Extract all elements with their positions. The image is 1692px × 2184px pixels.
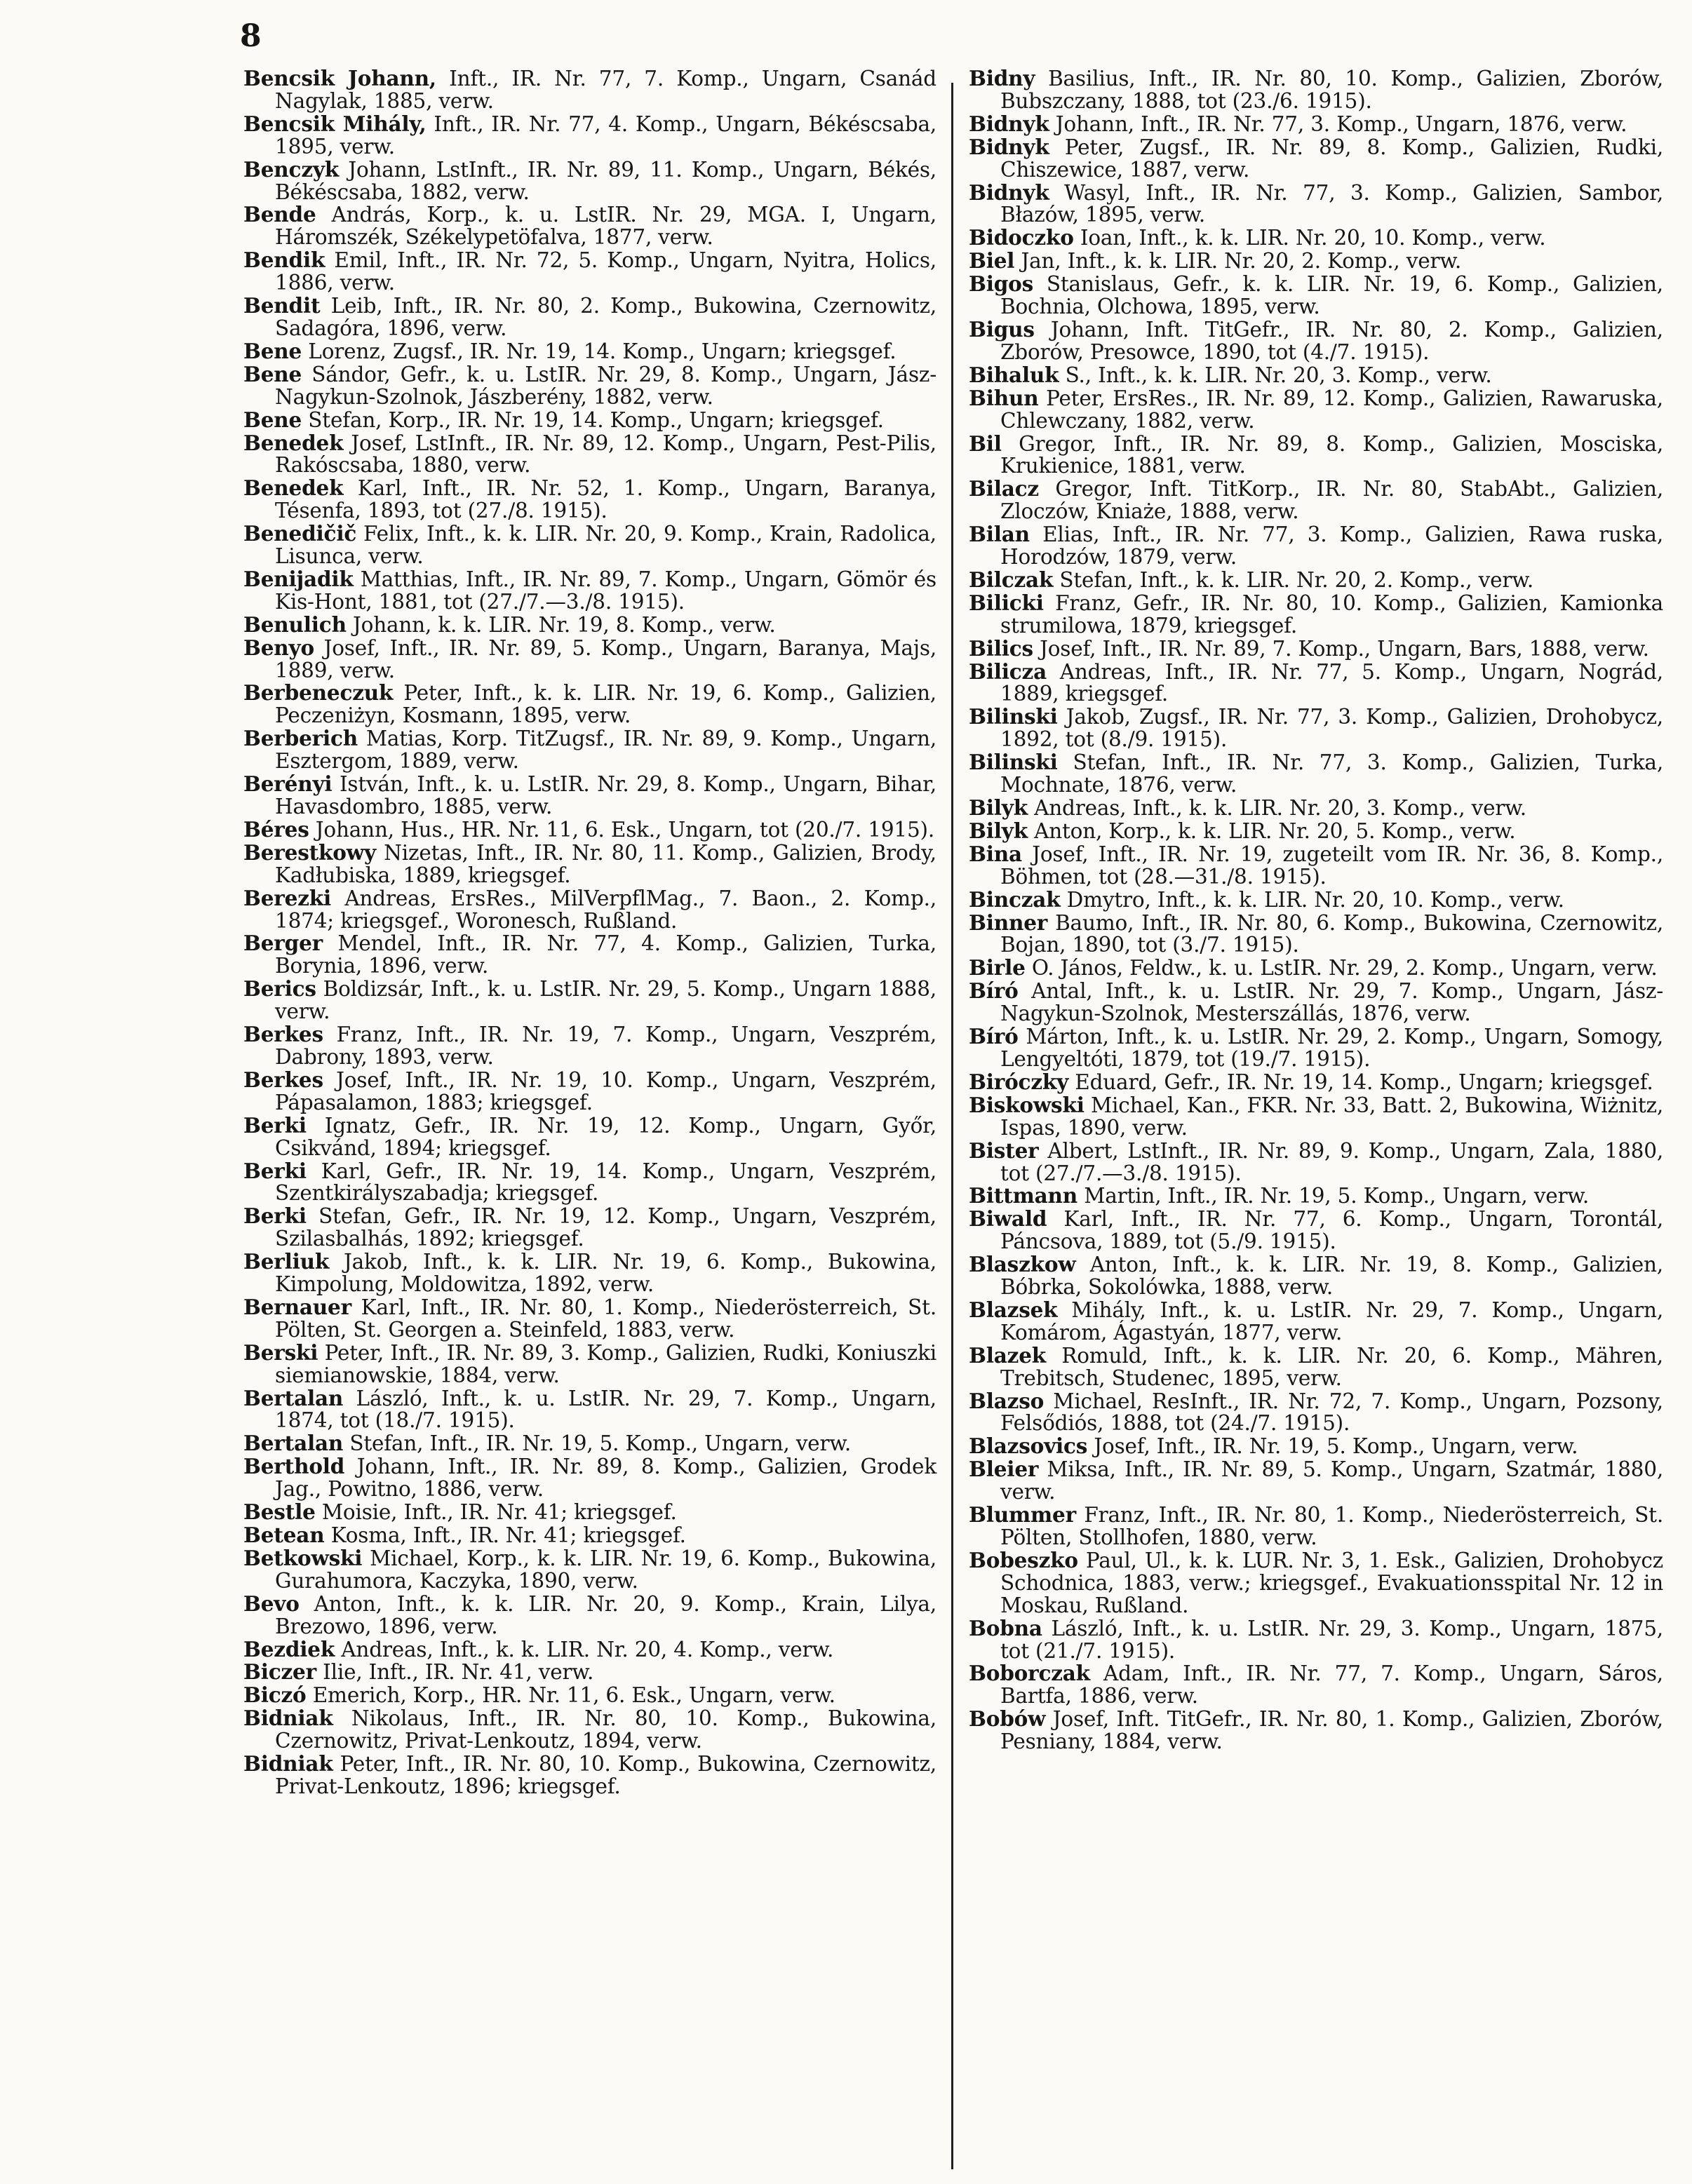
list-entry	[243, 1114, 936, 1160]
entry-surname: Berberich	[243, 726, 358, 751]
entry-details: Anton, Korp., k. k. LIR. Nr. 20, 5. Komp., verw.	[1027, 818, 1516, 843]
entry-surname: Bidniak	[243, 1751, 333, 1777]
entry-surname: Bilicza	[969, 659, 1047, 684]
entry-surname: Biwald	[969, 1206, 1047, 1232]
list-entry	[243, 1684, 936, 1707]
entry-details: Andreas, Inft., k. k. LIR. Nr. 20, 3. Komp., verw.	[1027, 796, 1526, 820]
entry-details: András, Korp., k. u. LstIR. Nr. 29, MGA. I, Ungarn, Háromszék, Székelypetöfalva, 1877, verw.	[275, 203, 936, 250]
list-entry	[243, 1432, 936, 1455]
entry-details: S., Inft., k. k. LIR. Nr. 20, 3. Komp., verw.	[1059, 363, 1492, 387]
entry-details: Stanislaus, Gefr., k. k. LIR. Nr. 19, 6. Komp., Galizien, Bochnia, Olchowa, 1895, verw.	[1000, 272, 1663, 319]
list-entry	[243, 432, 936, 478]
list-entry	[243, 1524, 936, 1547]
entry-details: Basilius, Inft., IR. Nr. 80, 10. Komp., Galizien, Zborów, Bubszczany, 1888, tot (23./6. 1915).	[1000, 67, 1663, 113]
entry-details: Stefan, Inft., IR. Nr. 19, 5. Komp., Ungarn, verw.	[343, 1431, 852, 1456]
entry-surname: Bleier	[969, 1457, 1039, 1482]
list-entry	[243, 682, 936, 727]
entry-details: O. János, Feldw., k. u. LstIR. Nr. 29, 2. Komp., Ungarn, verw.	[1025, 956, 1658, 980]
entry-details: Johann, k. k. LIR. Nr. 19, 8. Komp., verw.	[346, 612, 776, 637]
column-divider	[951, 83, 953, 2169]
entry-surname: Benedek	[243, 476, 344, 501]
entry-details: Albert, LstInft., IR. Nr. 89, 9. Komp., Ungarn, Zala, 1880, tot (27./7.—3./8. 1915).	[1000, 1138, 1663, 1185]
entry-surname: Bendik	[243, 248, 325, 273]
entry-details: Andreas, Inft., k. k. LIR. Nr. 20, 4. Komp., verw.	[335, 1637, 834, 1661]
entry-details: Josef, Inft., IR. Nr. 89, 5. Komp., Ungarn, Baranya, Majs, 1889, verw.	[275, 635, 936, 682]
list-entry	[969, 1208, 1663, 1253]
list-entry	[243, 203, 936, 249]
entry-surname: Bilyk	[969, 795, 1028, 820]
entry-surname: Bigus	[969, 316, 1035, 342]
entry-surname: Birle	[969, 955, 1026, 980]
entry-details: Márton, Inft., k. u. LstIR. Nr. 29, 2. Komp., Ungarn, Somogy, Lengyeltóti, 1879, tot (19./7. 1915).	[1000, 1025, 1663, 1071]
list-entry	[969, 227, 1663, 250]
entry-surname: Bencsik Johann,	[243, 66, 437, 90]
entry-surname: Bister	[969, 1138, 1039, 1163]
entry-surname: Bene	[243, 407, 302, 432]
entry-surname: Bidnyk	[969, 134, 1049, 159]
list-entry	[969, 592, 1663, 638]
right-column	[969, 67, 1663, 1753]
entry-details: Franz, Inft., IR. Nr. 19, 7. Komp., Ungarn, Veszprém, Dabrony, 1893, verw.	[275, 1023, 936, 1069]
entry-details: Johann, LstInft., IR. Nr. 89, 11. Komp., Ungarn, Békés, Békéscsaba, 1882, verw.	[275, 157, 936, 204]
list-entry	[969, 67, 1663, 113]
entry-surname: Bobeszko	[969, 1547, 1078, 1572]
entry-details: Felix, Inft., k. k. LIR. Nr. 20, 9. Komp., Krain, Radolica, Lisunca, verw.	[275, 522, 936, 569]
list-entry	[243, 1023, 936, 1069]
entry-surname: Boborczak	[969, 1661, 1090, 1686]
list-entry	[243, 1501, 936, 1524]
entry-details: Johann, Inft., IR. Nr. 77, 3. Komp., Ungarn, 1876, verw.	[1049, 112, 1627, 136]
entry-details: Miksa, Inft., IR. Nr. 89, 5. Komp., Ungarn, Szatmár, 1880, verw.	[1000, 1457, 1663, 1504]
entry-details: Matthias, Inft., IR. Nr. 89, 7. Komp., Ungarn, Gömör és Kis-Hont, 1881, tot (27./7.—3./8. 1915).	[275, 567, 936, 614]
entry-details: László, Inft., k. u. LstIR. Nr. 29, 3. Komp., Ungarn, 1875, tot (21./7. 1915).	[1000, 1616, 1663, 1663]
entry-details: Gregor, Inft. TitKorp., IR. Nr. 80, StabAbt., Galizien, Zloczów, Kniaże, 1888, verw.	[1000, 477, 1663, 524]
list-entry	[243, 340, 936, 363]
entry-details: Mendel, Inft., IR. Nr. 77, 4. Komp., Galizien, Turka, Borynia, 1896, verw.	[275, 931, 936, 978]
list-entry	[969, 1094, 1663, 1140]
entry-surname: Bene	[243, 361, 302, 386]
entry-surname: Bidny	[969, 66, 1035, 90]
entry-surname: Benczyk	[243, 156, 340, 182]
entry-details: Nizetas, Inft., IR. Nr. 80, 11. Komp., Galizien, Brody, Kadłubiska, 1889, kriegsgef.	[275, 840, 936, 887]
entry-surname: Bigos	[969, 271, 1034, 297]
entry-details: Kosma, Inft., IR. Nr. 41; kriegsgef.	[324, 1523, 686, 1547]
entry-details: Johann, Hus., HR. Nr. 11, 6. Esk., Ungarn, tot (20./7. 1915).	[309, 817, 935, 842]
list-entry	[969, 1708, 1663, 1753]
entry-surname: Bina	[969, 841, 1022, 866]
entry-surname: Benulich	[243, 612, 347, 637]
entry-details: Emerich, Korp., HR. Nr. 11, 6. Esk., Ungarn, verw.	[306, 1683, 835, 1708]
entry-surname: Berics	[243, 976, 316, 1002]
entry-surname: Berezki	[243, 885, 332, 910]
list-entry	[969, 1140, 1663, 1185]
entry-details: Jan, Inft., k. k. LIR. Nr. 20, 2. Komp., verw.	[1014, 249, 1462, 274]
list-entry	[243, 614, 936, 637]
entry-surname: Blazsek	[969, 1297, 1058, 1322]
entry-details: Baumo, Inft., IR. Nr. 80, 6. Komp., Bukowina, Czernowitz, Bojan, 1890, tot (3./7. 1915).	[1000, 910, 1663, 957]
entry-details: Jakob, Zugsf., IR. Nr. 77, 3. Komp., Galizien, Drohobycz, 1892, tot (8./9. 1915).	[1000, 705, 1663, 752]
list-entry	[969, 1549, 1663, 1617]
entry-details: Karl, Inft., IR. Nr. 52, 1. Komp., Ungarn, Baranya, Tésenfa, 1893, tot (27./8. 1915).	[275, 476, 936, 523]
list-entry	[969, 980, 1663, 1025]
list-entry	[243, 1069, 936, 1114]
entry-surname: Bilan	[969, 522, 1030, 547]
list-entry	[243, 568, 936, 614]
entry-surname: Berkes	[243, 1022, 323, 1047]
list-entry	[243, 477, 936, 523]
entry-details: Peter, Inft., IR. Nr. 89, 3. Komp., Galizien, Rudki, Koniuszki siemianowskie, 1884, verw.	[275, 1340, 936, 1387]
entry-details: Inft., IR. Nr. 77, 4. Komp., Ungarn, Békéscsaba, 1895, verw.	[275, 112, 937, 159]
entry-details: Michael, Korp., k. k. LIR. Nr. 19, 6. Komp., Bukowina, Gurahumora, Kaczyka, 1890, verw.	[275, 1546, 936, 1593]
list-entry	[969, 1299, 1663, 1344]
entry-details: Josef, LstInft., IR. Nr. 89, 12. Komp., Ungarn, Pest-Pilis, Rakóscsaba, 1880, verw.	[275, 431, 936, 478]
list-entry	[243, 1547, 936, 1593]
entry-details: Peter, Zugsf., IR. Nr. 89, 8. Komp., Galizien, Rudki, Chiszewice, 1887, verw.	[1000, 135, 1663, 182]
entry-surname: Blaszkow	[969, 1252, 1076, 1277]
entry-surname: Bilacz	[969, 476, 1039, 501]
entry-surname: Biczer	[243, 1659, 316, 1685]
list-entry	[969, 1435, 1663, 1458]
entry-details: Karl, Inft., IR. Nr. 80, 1. Komp., Niederösterreich, St. Pölten, St. Georgen a. Steinfeld, 1883, verw.	[275, 1295, 936, 1342]
entry-surname: Bilics	[969, 635, 1033, 661]
entry-details: Emil, Inft., IR. Nr. 72, 5. Komp., Ungarn, Nyitra, Holics, 1886, verw.	[275, 248, 936, 295]
entry-surname: Berki	[243, 1158, 307, 1183]
entry-details: Leib, Inft., IR. Nr. 80, 2. Komp., Bukowina, Czernowitz, Sadagóra, 1896, verw.	[275, 294, 936, 340]
list-entry	[243, 1707, 936, 1753]
list-entry	[969, 182, 1663, 227]
list-entry	[243, 842, 936, 887]
entry-surname: Bihaluk	[969, 362, 1059, 387]
list-entry	[243, 773, 936, 818]
list-entry	[243, 978, 936, 1023]
list-entry	[969, 1071, 1663, 1094]
list-entry	[969, 820, 1663, 843]
entry-surname: Berki	[243, 1204, 307, 1229]
entry-surname: Bilinski	[969, 750, 1058, 775]
entry-surname: Bíró	[969, 978, 1019, 1004]
entry-surname: Bobna	[969, 1615, 1042, 1640]
entry-details: Paul, Ul., k. k. LUR. Nr. 3, 1. Esk., Galizien, Drohobycz Schodnica, 1883, verw.; kriegsgef., Evakuationsspital Nr. 12 in Moskau, Rußland.	[1000, 1548, 1663, 1617]
entry-details: Karl, Inft., IR. Nr. 77, 6. Komp., Ungarn, Torontál, Páncsova, 1889, tot (5./9. 1915).	[1000, 1207, 1663, 1254]
list-entry	[243, 1661, 936, 1684]
list-entry	[243, 113, 936, 159]
entry-surname: Bidnyk	[969, 180, 1049, 205]
entry-details: Andreas, Inft., IR. Nr. 77, 5. Komp., Ungarn, Nográd, 1889, kriegsgef.	[1000, 659, 1663, 706]
entry-surname: Berski	[243, 1340, 318, 1365]
entry-surname: Berkes	[243, 1067, 323, 1092]
entry-details: Stefan, Korp., IR. Nr. 19, 14. Komp., Ungarn; kriegsgef.	[302, 407, 884, 432]
list-entry	[243, 1205, 936, 1251]
entry-surname: Biel	[969, 248, 1015, 274]
entry-details: Inft., IR. Nr. 77, 7. Komp., Ungarn, Csanád Nagylak, 1885, verw.	[275, 67, 936, 113]
entry-details: Stefan, Gefr., IR. Nr. 19, 12. Komp., Ungarn, Veszprém, Szilasbalhás, 1892; kriegsgef.	[275, 1204, 936, 1251]
entry-surname: Bestle	[243, 1499, 316, 1525]
entry-surname: Berliuk	[243, 1249, 330, 1274]
entry-surname: Berki	[243, 1112, 307, 1138]
page-number: 8	[240, 18, 262, 54]
entry-surname: Bendit	[243, 293, 321, 318]
entry-details: Josef, Inft., IR. Nr. 19, 10. Komp., Ungarn, Veszprém, Pápasalamon, 1883; kriegsgef.	[275, 1067, 936, 1114]
entry-surname: Bilinski	[969, 704, 1058, 729]
list-entry	[243, 67, 936, 113]
entry-surname: Béres	[243, 816, 309, 842]
entry-details: Jakob, Inft., k. k. LIR. Nr. 19, 6. Komp., Bukowina, Kimpolung, Moldowitza, 1892, verw.	[275, 1250, 936, 1297]
list-entry	[243, 1593, 936, 1638]
entry-surname: Blazek	[969, 1342, 1047, 1368]
entry-details: Antal, Inft., k. u. LstIR. Nr. 29, 7. Komp., Ungarn, Jász-Nagykun-Szolnok, Mesterszállás, 1876, verw.	[1000, 979, 1663, 1026]
entry-details: István, Inft., k. u. LstIR. Nr. 29, 8. Komp., Ungarn, Bihar, Havasdombro, 1885, verw.	[275, 772, 936, 818]
entry-surname: Bezdiek	[243, 1636, 335, 1661]
list-entry	[969, 1390, 1663, 1436]
entry-surname: Binner	[969, 910, 1048, 935]
entry-details: László, Inft., k. u. LstIR. Nr. 29, 7. Komp., Ungarn, 1874, tot (18./7. 1915).	[275, 1386, 936, 1433]
list-entry	[243, 1251, 936, 1296]
entry-surname: Berger	[243, 931, 323, 956]
entry-surname: Biskowski	[969, 1092, 1085, 1117]
entry-details: Lorenz, Zugsf., IR. Nr. 19, 14. Komp., Ungarn; kriegsgef.	[302, 339, 897, 363]
list-entry	[243, 363, 936, 409]
entry-surname: Bidoczko	[969, 225, 1074, 250]
entry-surname: Bidnyk	[969, 111, 1049, 136]
entry-surname: Berényi	[243, 771, 333, 797]
list-entry	[243, 156, 936, 204]
entry-details: Ioan, Inft., k. k. LIR. Nr. 20, 10. Komp., verw.	[1073, 226, 1546, 250]
entry-details: Josef, Inft., IR. Nr. 19, 5. Komp., Ungarn, verw.	[1087, 1434, 1578, 1459]
entry-surname: Blazso	[969, 1388, 1045, 1413]
entry-details: Anton, Inft., k. k. LIR. Nr. 20, 9. Komp., Krain, Lilya, Brezowo, 1896, verw.	[275, 1591, 936, 1638]
entry-surname: Bíró	[969, 1024, 1019, 1049]
list-entry	[243, 1387, 936, 1433]
list-entry	[969, 797, 1663, 820]
left-column	[243, 67, 936, 1798]
entry-surname: Bene	[243, 338, 302, 363]
entry-surname: Bertalan	[243, 1385, 344, 1410]
list-entry	[969, 364, 1663, 387]
entry-details: Peter, Inft., k. k. LIR. Nr. 19, 6. Komp., Galizien, Peczeniżyn, Kosmann, 1895, verw.	[275, 681, 936, 728]
entry-details: Martin, Inft., IR. Nr. 19, 5. Komp., Ungarn, verw.	[1077, 1184, 1590, 1208]
entry-surname: Bernauer	[243, 1294, 351, 1319]
entry-surname: Bende	[243, 202, 316, 227]
list-entry	[969, 1617, 1663, 1663]
entry-surname: Bilicki	[969, 590, 1044, 615]
entry-surname: Benijadik	[243, 566, 354, 591]
list-entry	[243, 1455, 936, 1501]
entry-details: Adam, Inft., IR. Nr. 77, 7. Komp., Ungarn, Sáros, Bartfa, 1886, verw.	[1000, 1661, 1663, 1708]
entry-details: Mihály, Inft., k. u. LstIR. Nr. 29, 7. Komp., Ungarn, Komárom, Ágastyán, 1877, verw.	[1000, 1297, 1663, 1344]
entry-surname: Bencsik Mihály,	[243, 111, 427, 136]
entry-details: Peter, Inft., IR. Nr. 80, 10. Komp., Bukowina, Czernowitz, Privat-Lenkoutz, 1896; kriegsgef.	[275, 1752, 936, 1798]
list-entry	[969, 843, 1663, 889]
list-entry	[969, 706, 1663, 751]
entry-details: Karl, Gefr., IR. Nr. 19, 14. Komp., Ungarn, Veszprém, Szentkirályszabadja; kriegsgef.	[275, 1159, 936, 1206]
entry-surname: Berthold	[243, 1454, 345, 1479]
list-entry	[243, 887, 936, 933]
entry-surname: Berestkowy	[243, 840, 376, 865]
entry-surname: Biczó	[243, 1683, 307, 1708]
entry-details: Ilie, Inft., IR. Nr. 41, verw.	[316, 1660, 594, 1685]
entry-details: Eduard, Gefr., IR. Nr. 19, 14. Komp., Ungarn; kriegsgef.	[1068, 1070, 1653, 1094]
entry-details: Peter, ErsRes., IR. Nr. 89, 12. Komp., Galizien, Rawaruska, Chlewczany, 1882, verw.	[1000, 386, 1663, 433]
list-entry	[243, 818, 936, 842]
list-entry	[969, 889, 1663, 912]
entry-details: Sándor, Gefr., k. u. LstIR. Nr. 29, 8. Komp., Ungarn, Jász-Nagykun-Szolnok, Jászberény, 1882, verw.	[275, 362, 936, 409]
entry-details: Ignatz, Gefr., IR. Nr. 19, 12. Komp., Ungarn, Győr, Csikvánd, 1894; kriegsgef.	[275, 1113, 936, 1160]
list-entry	[969, 250, 1663, 273]
list-entry	[969, 1504, 1663, 1549]
entry-details: Andreas, ErsRes., MilVerpflMag., 7. Baon., 2. Komp., 1874; kriegsgef., Woronesch, Rußland.	[275, 886, 936, 933]
entry-details: Dmytro, Inft., k. k. LIR. Nr. 20, 10. Komp., verw.	[1060, 887, 1564, 912]
list-entry	[969, 569, 1663, 592]
list-entry	[243, 409, 936, 432]
list-entry	[969, 478, 1663, 523]
entry-surname: Benyo	[243, 635, 314, 660]
list-entry	[969, 957, 1663, 980]
entry-details: Moisie, Inft., IR. Nr. 41; kriegsgef.	[315, 1500, 677, 1525]
list-entry	[969, 523, 1663, 569]
entry-surname: Benedičič	[243, 521, 357, 546]
list-entry	[969, 1662, 1663, 1708]
entry-surname: Bilczak	[969, 567, 1054, 592]
entry-surname: Blazsovics	[969, 1434, 1088, 1459]
list-entry	[243, 637, 936, 682]
list-entry	[969, 1253, 1663, 1299]
entry-surname: Bevo	[243, 1591, 300, 1616]
list-entry	[969, 912, 1663, 957]
list-entry	[969, 1344, 1663, 1390]
entry-surname: Benedek	[243, 430, 344, 455]
entry-details: Anton, Inft., k. k. LIR. Nr. 19, 8. Komp., Galizien, Bóbrka, Sokolówka, 1888, verw.	[1000, 1253, 1663, 1300]
list-entry	[969, 387, 1663, 433]
entry-surname: Bobów	[969, 1706, 1046, 1732]
entry-details: Nikolaus, Inft., IR. Nr. 80, 10. Komp., Bukowina, Czernowitz, Privat-Lenkoutz, 1894, verw.	[275, 1706, 936, 1753]
entry-details: Gregor, Inft., IR. Nr. 89, 8. Komp., Galizien, Mosciska, Krukienice, 1881, verw.	[1000, 431, 1663, 478]
list-entry	[969, 318, 1663, 364]
entry-surname: Blummer	[969, 1502, 1076, 1528]
list-entry	[969, 1458, 1663, 1504]
entry-details: Josef, Inft., IR. Nr. 89, 7. Komp., Ungarn, Bars, 1888, verw.	[1033, 636, 1649, 661]
entry-details: Michael, Kan., FKR. Nr. 33, Batt. 2, Bukowina, Wiżnitz, Ispas, 1890, verw.	[1000, 1093, 1663, 1140]
entry-surname: Berbeneczuk	[243, 680, 394, 706]
list-entry	[969, 751, 1663, 797]
list-entry	[243, 932, 936, 978]
list-entry	[969, 661, 1663, 706]
entry-surname: Betkowski	[243, 1545, 363, 1570]
entry-surname: Betean	[243, 1523, 325, 1547]
entry-details: Matias, Korp. TitZugsf., IR. Nr. 89, 9. Komp., Ungarn, Esztergom, 1889, verw.	[275, 727, 936, 774]
list-entry	[243, 1160, 936, 1206]
entry-surname: Biróczky	[969, 1069, 1069, 1094]
entry-details: Michael, ResInft., IR. Nr. 72, 7. Komp., Ungarn, Pozsony, Felsődiós, 1888, tot (24./7. 1915).	[1000, 1389, 1663, 1436]
list-entry	[969, 1025, 1663, 1071]
entry-surname: Bihun	[969, 385, 1039, 410]
entry-details: Romuld, Inft., k. k. LIR. Nr. 20, 6. Komp., Mähren, Trebitsch, Studenec, 1895, verw.	[1000, 1343, 1663, 1390]
list-entry	[969, 273, 1663, 318]
list-entry	[243, 249, 936, 295]
entry-details: Wasyl, Inft., IR. Nr. 77, 3. Komp., Galizien, Sambor, Błazów, 1895, verw.	[1000, 180, 1663, 227]
list-entry	[969, 635, 1663, 661]
entry-details: Franz, Inft., IR. Nr. 80, 1. Komp., Niederösterreich, St. Pölten, Stollhofen, 1880, verw.	[1000, 1503, 1663, 1549]
entry-details: Stefan, Inft., IR. Nr. 77, 3. Komp., Galizien, Turka, Mochnate, 1876, verw.	[1000, 750, 1663, 797]
list-entry	[243, 1638, 936, 1661]
entry-surname: Binczak	[969, 887, 1061, 912]
list-entry	[243, 1342, 936, 1387]
entry-surname: Bertalan	[243, 1431, 344, 1456]
entry-surname: Bidniak	[243, 1706, 333, 1731]
list-entry	[243, 523, 936, 568]
list-entry	[243, 727, 936, 773]
entry-details: Elias, Inft., IR. Nr. 77, 3. Komp., Galizien, Rawa ruska, Horodzów, 1879, verw.	[1000, 523, 1663, 569]
entry-details: Franz, Gefr., IR. Nr. 80, 10. Komp., Galizien, Kamionka strumilowa, 1879, kriegsgef.	[1000, 591, 1663, 638]
entry-details: Johann, Inft., IR. Nr. 89, 8. Komp., Galizien, Grodek Jag., Powitno, 1886, verw.	[275, 1455, 936, 1502]
list-entry	[969, 136, 1663, 182]
entry-details: Josef, Inft. TitGefr., IR. Nr. 80, 1. Komp., Galizien, Zborów, Pesniany, 1884, verw.	[1000, 1707, 1663, 1754]
list-entry	[243, 295, 936, 340]
entry-details: Josef, Inft., IR. Nr. 19, zugeteilt vom IR. Nr. 36, 8. Komp., Böhmen, tot (28.—31./8. 1915).	[1000, 842, 1663, 889]
list-entry	[969, 433, 1663, 478]
list-entry	[969, 113, 1663, 136]
entry-surname: Bilyk	[969, 818, 1028, 843]
entry-details: Johann, Inft. TitGefr., IR. Nr. 80, 2. Komp., Galizien, Zborów, Presowce, 1890, tot (4./7. 1915).	[1000, 317, 1663, 364]
list-entry	[969, 1185, 1663, 1208]
list-entry	[243, 1296, 936, 1342]
entry-details: Boldizsár, Inft., k. u. LstIR. Nr. 29, 5. Komp., Ungarn 1888, verw.	[275, 977, 936, 1024]
entry-surname: Bil	[969, 431, 1002, 456]
entry-details: Stefan, Inft., k. k. LIR. Nr. 20, 2. Komp., verw.	[1053, 567, 1533, 592]
list-entry	[243, 1753, 936, 1798]
entry-surname: Bittmann	[969, 1183, 1078, 1208]
